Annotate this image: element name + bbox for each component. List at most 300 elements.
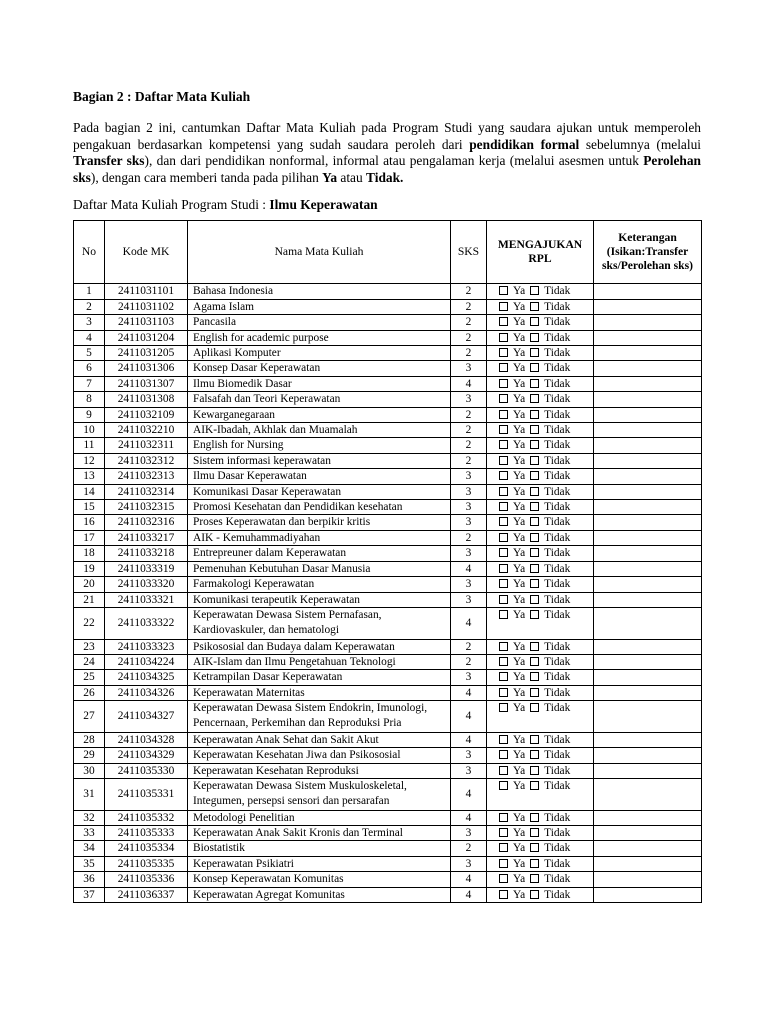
tidak-checkbox[interactable] — [530, 548, 539, 557]
ya-checkbox[interactable] — [499, 672, 508, 681]
ya-checkbox[interactable] — [499, 610, 508, 619]
cell-nama: Keperawatan Psikiatri — [188, 856, 451, 871]
cell-nama: Falsafah dan Teori Keperawatan — [188, 392, 451, 407]
ya-label: Ya — [513, 300, 526, 313]
tidak-label: Tidak — [544, 857, 571, 870]
ya-checkbox[interactable] — [499, 471, 508, 480]
ya-checkbox[interactable] — [499, 533, 508, 542]
cell-kode: 2411031307 — [105, 376, 188, 391]
cell-rpl — [487, 856, 594, 871]
cell-keterangan[interactable] — [594, 330, 702, 345]
cell-sks: 4 — [451, 701, 487, 733]
cell-keterangan[interactable] — [594, 407, 702, 422]
table-row — [74, 330, 702, 345]
tidak-label: Tidak — [544, 485, 571, 498]
cell-sks: 3 — [451, 748, 487, 763]
intro-text-5: atau — [337, 169, 367, 185]
cell-rpl — [487, 546, 594, 561]
cell-keterangan[interactable] — [594, 685, 702, 700]
cell-sks: 2 — [451, 330, 487, 345]
tidak-label: Tidak — [544, 640, 571, 653]
cell-kode: 2411031204 — [105, 330, 188, 345]
tidak-label: Tidak — [544, 347, 571, 359]
cell-keterangan[interactable] — [594, 639, 702, 654]
tidak-label: Tidak — [544, 749, 571, 762]
ya-checkbox[interactable] — [499, 766, 508, 775]
cell-nama: Keperawatan Dewasa Sistem Pernafasan, Kardiovaskuler, dan hematologi — [188, 607, 451, 639]
ya-label: Ya — [513, 686, 526, 699]
cell-no: 13 — [74, 469, 105, 484]
ya-checkbox[interactable] — [499, 333, 508, 342]
cell-no: 16 — [74, 515, 105, 530]
intro-text-3: ), dan dari pendidikan nonformal, informal atau pengalaman kerja (melalui asesmen untuk — [144, 153, 644, 169]
ya-checkbox[interactable] — [499, 579, 508, 588]
header-sks: SKS — [451, 221, 487, 284]
tidak-checkbox[interactable] — [530, 703, 539, 712]
tidak-checkbox[interactable] — [530, 333, 539, 342]
tidak-checkbox[interactable] — [530, 657, 539, 666]
cell-rpl — [487, 701, 594, 733]
tidak-checkbox[interactable] — [530, 595, 539, 604]
tidak-label: Tidak — [544, 655, 571, 668]
cell-sks: 2 — [451, 423, 487, 438]
ya-checkbox[interactable] — [499, 317, 508, 326]
cell-keterangan[interactable] — [594, 515, 702, 530]
tidak-checkbox[interactable] — [530, 750, 539, 759]
cell-nama: Sistem informasi keperawatan — [188, 453, 451, 468]
document-page — [73, 88, 701, 903]
cell-nama: Entrepreuner dalam Keperawatan — [188, 546, 451, 561]
cell-keterangan[interactable] — [594, 361, 702, 376]
cell-rpl — [487, 872, 594, 887]
table-row — [74, 407, 702, 422]
cell-kode: 2411033319 — [105, 561, 188, 576]
cell-sks: 4 — [451, 561, 487, 576]
cell-keterangan[interactable] — [594, 856, 702, 871]
ya-label: Ya — [513, 516, 526, 529]
ya-label: Ya — [513, 842, 526, 855]
ya-checkbox[interactable] — [499, 487, 508, 496]
ya-label: Ya — [513, 640, 526, 653]
tidak-checkbox[interactable] — [530, 302, 539, 311]
cell-kode: 2411033322 — [105, 607, 188, 639]
cell-no: 3 — [74, 315, 105, 330]
ya-checkbox[interactable] — [499, 286, 508, 295]
cell-keterangan[interactable] — [594, 701, 702, 733]
ya-checkbox[interactable] — [499, 564, 508, 573]
cell-nama: Keperawatan Agregat Komunitas — [188, 887, 451, 902]
ya-label: Ya — [513, 749, 526, 762]
tidak-checkbox[interactable] — [530, 874, 539, 883]
ya-label: Ya — [513, 826, 526, 839]
cell-no: 37 — [74, 887, 105, 902]
ya-checkbox[interactable] — [499, 703, 508, 712]
table-row — [74, 810, 702, 825]
tidak-checkbox[interactable] — [530, 533, 539, 542]
tidak-checkbox[interactable] — [530, 487, 539, 496]
tidak-checkbox[interactable] — [530, 348, 539, 357]
tidak-label: Tidak — [544, 888, 571, 901]
tidak-label: Tidak — [544, 501, 571, 514]
ya-checkbox[interactable] — [499, 735, 508, 744]
ya-label: Ya — [513, 408, 526, 421]
cell-keterangan[interactable] — [594, 284, 702, 299]
cell-sks: 3 — [451, 484, 487, 499]
ya-checkbox[interactable] — [499, 890, 508, 899]
cell-sks: 3 — [451, 515, 487, 530]
cell-keterangan[interactable] — [594, 763, 702, 778]
cell-no: 2 — [74, 299, 105, 314]
ya-label: Ya — [513, 331, 526, 344]
ya-checkbox[interactable] — [499, 828, 508, 837]
cell-no: 21 — [74, 592, 105, 607]
cell-sks: 2 — [451, 530, 487, 545]
ya-checkbox[interactable] — [499, 363, 508, 372]
tidak-checkbox[interactable] — [530, 394, 539, 403]
cell-kode: 2411034329 — [105, 748, 188, 763]
table-row — [74, 887, 702, 902]
tidak-checkbox[interactable] — [530, 363, 539, 372]
table-row — [74, 577, 702, 592]
table-row — [74, 469, 702, 484]
tidak-checkbox[interactable] — [530, 843, 539, 852]
cell-sks: 3 — [451, 469, 487, 484]
cell-keterangan[interactable] — [594, 530, 702, 545]
cell-no: 9 — [74, 407, 105, 422]
cell-nama: Psikososial dan Budaya dalam Keperawatan — [188, 639, 451, 654]
ya-checkbox[interactable] — [499, 657, 508, 666]
cell-keterangan[interactable] — [594, 592, 702, 607]
cell-kode: 2411035332 — [105, 810, 188, 825]
cell-rpl — [487, 530, 594, 545]
cell-sks: 2 — [451, 284, 487, 299]
cell-keterangan[interactable] — [594, 438, 702, 453]
cell-nama: AIK - Kemuhammadiyahan — [188, 530, 451, 545]
tidak-checkbox[interactable] — [530, 517, 539, 526]
cell-nama: Keperawatan Kesehatan Jiwa dan Psikososial — [188, 748, 451, 763]
cell-keterangan[interactable] — [594, 778, 702, 810]
course-table — [73, 220, 702, 903]
cell-keterangan[interactable] — [594, 392, 702, 407]
tidak-label: Tidak — [544, 285, 571, 298]
cell-kode: 2411034224 — [105, 654, 188, 669]
table-row — [74, 639, 702, 654]
tidak-checkbox[interactable] — [530, 379, 539, 388]
cell-rpl — [487, 607, 594, 639]
ya-checkbox[interactable] — [499, 548, 508, 557]
tidak-checkbox[interactable] — [530, 890, 539, 899]
ya-label: Ya — [513, 811, 526, 824]
tidak-checkbox[interactable] — [530, 813, 539, 822]
ya-checkbox[interactable] — [499, 642, 508, 651]
cell-nama: Ilmu Biomedik Dasar — [188, 376, 451, 391]
tidak-label: Tidak — [544, 764, 571, 777]
tidak-checkbox[interactable] — [530, 564, 539, 573]
ya-label: Ya — [513, 485, 526, 498]
tidak-label: Tidak — [544, 362, 571, 375]
tidak-checkbox[interactable] — [530, 735, 539, 744]
ya-label: Ya — [513, 671, 526, 684]
cell-no: 11 — [74, 438, 105, 453]
cell-no: 32 — [74, 810, 105, 825]
cell-no: 19 — [74, 561, 105, 576]
ya-label: Ya — [513, 888, 526, 901]
cell-no: 22 — [74, 607, 105, 639]
tidak-checkbox[interactable] — [530, 502, 539, 511]
ya-checkbox[interactable] — [499, 425, 508, 434]
tidak-label: Tidak — [544, 547, 571, 560]
ya-checkbox[interactable] — [499, 379, 508, 388]
ya-label: Ya — [513, 764, 526, 777]
cell-nama: Farmakologi Keperawatan — [188, 577, 451, 592]
ya-checkbox[interactable] — [499, 440, 508, 449]
tidak-label: Tidak — [544, 733, 571, 746]
tidak-checkbox[interactable] — [530, 859, 539, 868]
tidak-checkbox[interactable] — [530, 781, 539, 790]
tidak-checkbox[interactable] — [530, 610, 539, 619]
tidak-label: Tidak — [544, 377, 571, 390]
ya-label: Ya — [513, 347, 526, 359]
tidak-checkbox[interactable] — [530, 425, 539, 434]
cell-keterangan[interactable] — [594, 546, 702, 561]
cell-rpl — [487, 763, 594, 778]
tidak-checkbox[interactable] — [530, 828, 539, 837]
cell-keterangan[interactable] — [594, 484, 702, 499]
tidak-checkbox[interactable] — [530, 688, 539, 697]
ya-label: Ya — [513, 547, 526, 560]
ya-checkbox[interactable] — [499, 348, 508, 357]
intro-paragraph — [73, 120, 701, 186]
cell-nama: AIK-Islam dan Ilmu Pengetahuan Teknologi — [188, 654, 451, 669]
ya-checkbox[interactable] — [499, 859, 508, 868]
ya-checkbox[interactable] — [499, 456, 508, 465]
ya-checkbox[interactable] — [499, 781, 508, 790]
cell-rpl — [487, 315, 594, 330]
table-row — [74, 315, 702, 330]
ya-checkbox[interactable] — [499, 502, 508, 511]
cell-rpl — [487, 577, 594, 592]
cell-sks: 3 — [451, 392, 487, 407]
cell-kode: 2411032315 — [105, 500, 188, 515]
cell-keterangan[interactable] — [594, 299, 702, 314]
cell-sks: 4 — [451, 810, 487, 825]
program-line — [73, 196, 701, 214]
ya-checkbox[interactable] — [499, 302, 508, 311]
cell-rpl — [487, 407, 594, 422]
tidak-checkbox[interactable] — [530, 410, 539, 419]
intro-text-1: Pada bagian 2 ini, cantumkan Daftar Mata Kuliah pada Program Studi yang saudara ajukan untuk memperoleh pengakuan berdasarkan kompetensi yang sudah saudara peroleh dari — [73, 120, 701, 152]
tidak-label: Tidak — [544, 408, 571, 421]
cell-no: 20 — [74, 577, 105, 592]
ya-label: Ya — [513, 655, 526, 668]
ya-label: Ya — [513, 470, 526, 483]
ya-checkbox[interactable] — [499, 595, 508, 604]
tidak-label: Tidak — [544, 439, 571, 452]
cell-rpl — [487, 376, 594, 391]
table-row — [74, 423, 702, 438]
cell-keterangan[interactable] — [594, 887, 702, 902]
tidak-checkbox[interactable] — [530, 286, 539, 295]
cell-keterangan[interactable] — [594, 825, 702, 840]
cell-no: 10 — [74, 423, 105, 438]
tidak-checkbox[interactable] — [530, 672, 539, 681]
intro-bold-5: Tidak. — [366, 169, 404, 185]
intro-text-4: ), dengan cara memberi tanda pada pilihan — [90, 169, 323, 185]
cell-no: 12 — [74, 453, 105, 468]
tidak-checkbox[interactable] — [530, 579, 539, 588]
cell-nama: Keperawatan Anak Sehat dan Sakit Akut — [188, 732, 451, 747]
cell-rpl — [487, 561, 594, 576]
tidak-label: Tidak — [544, 531, 571, 544]
table-row — [74, 561, 702, 576]
cell-no: 35 — [74, 856, 105, 871]
cell-no: 36 — [74, 872, 105, 887]
cell-no: 30 — [74, 763, 105, 778]
intro-text-2: sebelumnya (melalui — [579, 136, 701, 152]
tidak-label: Tidak — [544, 779, 571, 792]
tidak-checkbox[interactable] — [530, 440, 539, 449]
ya-checkbox[interactable] — [499, 688, 508, 697]
cell-keterangan[interactable] — [594, 654, 702, 669]
ya-label: Ya — [513, 377, 526, 390]
table-header-row — [74, 221, 702, 284]
cell-no: 5 — [74, 346, 105, 361]
tidak-label: Tidak — [544, 562, 571, 575]
table-row — [74, 438, 702, 453]
header-no: No — [74, 221, 105, 284]
ya-label: Ya — [513, 454, 526, 467]
cell-kode: 2411035333 — [105, 825, 188, 840]
cell-keterangan[interactable] — [594, 732, 702, 747]
tidak-label: Tidak — [544, 671, 571, 684]
tidak-checkbox[interactable] — [530, 317, 539, 326]
cell-keterangan[interactable] — [594, 841, 702, 856]
cell-nama: Ilmu Dasar Keperawatan — [188, 469, 451, 484]
cell-kode: 2411033218 — [105, 546, 188, 561]
cell-no: 31 — [74, 778, 105, 810]
tidak-checkbox[interactable] — [530, 471, 539, 480]
cell-nama: Keperawatan Maternitas — [188, 685, 451, 700]
ya-label: Ya — [513, 857, 526, 870]
cell-nama: Pemenuhan Kebutuhan Dasar Manusia — [188, 561, 451, 576]
cell-rpl — [487, 515, 594, 530]
cell-kode: 2411034325 — [105, 670, 188, 685]
cell-keterangan[interactable] — [594, 872, 702, 887]
cell-sks: 4 — [451, 887, 487, 902]
cell-nama: Komunikasi Dasar Keperawatan — [188, 484, 451, 499]
ya-label: Ya — [513, 439, 526, 452]
cell-rpl — [487, 670, 594, 685]
ya-checkbox[interactable] — [499, 517, 508, 526]
table-row — [74, 685, 702, 700]
cell-nama: English for academic purpose — [188, 330, 451, 345]
cell-kode: 2411034328 — [105, 732, 188, 747]
cell-keterangan[interactable] — [594, 607, 702, 639]
cell-keterangan[interactable] — [594, 376, 702, 391]
tidak-label: Tidak — [544, 842, 571, 855]
cell-no: 33 — [74, 825, 105, 840]
cell-kode: 2411031205 — [105, 346, 188, 361]
cell-no: 17 — [74, 530, 105, 545]
header-rpl: MENGAJUKAN RPL — [487, 221, 594, 284]
ya-label: Ya — [513, 779, 526, 792]
tidak-checkbox[interactable] — [530, 766, 539, 775]
cell-keterangan[interactable] — [594, 453, 702, 468]
ya-checkbox[interactable] — [499, 843, 508, 852]
cell-kode: 2411036337 — [105, 887, 188, 902]
table-row — [74, 670, 702, 685]
cell-no: 26 — [74, 685, 105, 700]
tidak-checkbox[interactable] — [530, 642, 539, 651]
cell-sks: 4 — [451, 607, 487, 639]
cell-no: 29 — [74, 748, 105, 763]
tidak-label: Tidak — [544, 593, 571, 606]
ya-checkbox[interactable] — [499, 394, 508, 403]
ya-label: Ya — [513, 578, 526, 591]
table-row — [74, 484, 702, 499]
ya-label: Ya — [513, 531, 526, 544]
cell-nama: Proses Keperawatan dan berpikir kritis — [188, 515, 451, 530]
cell-rpl — [487, 825, 594, 840]
cell-keterangan[interactable] — [594, 670, 702, 685]
cell-keterangan[interactable] — [594, 748, 702, 763]
cell-nama: Keperawatan Kesehatan Reproduksi — [188, 763, 451, 778]
cell-sks: 2 — [451, 654, 487, 669]
cell-kode: 2411035335 — [105, 856, 188, 871]
table-row — [74, 872, 702, 887]
cell-no: 1 — [74, 284, 105, 299]
table-row — [74, 453, 702, 468]
tidak-checkbox[interactable] — [530, 456, 539, 465]
cell-keterangan[interactable] — [594, 346, 702, 361]
ya-label: Ya — [513, 285, 526, 298]
cell-keterangan[interactable] — [594, 469, 702, 484]
cell-rpl — [487, 469, 594, 484]
cell-kode: 2411031101 — [105, 284, 188, 299]
ya-checkbox[interactable] — [499, 750, 508, 759]
table-row — [74, 284, 702, 299]
cell-kode: 2411035331 — [105, 778, 188, 810]
cell-keterangan[interactable] — [594, 561, 702, 576]
cell-keterangan[interactable] — [594, 577, 702, 592]
cell-keterangan[interactable] — [594, 423, 702, 438]
cell-kode: 2411032314 — [105, 484, 188, 499]
cell-kode: 2411033320 — [105, 577, 188, 592]
table-row — [74, 392, 702, 407]
cell-kode: 2411034327 — [105, 701, 188, 733]
cell-keterangan[interactable] — [594, 810, 702, 825]
cell-kode: 2411031103 — [105, 315, 188, 330]
tidak-label: Tidak — [544, 470, 571, 483]
ya-checkbox[interactable] — [499, 874, 508, 883]
cell-keterangan[interactable] — [594, 500, 702, 515]
ya-checkbox[interactable] — [499, 410, 508, 419]
cell-rpl — [487, 361, 594, 376]
cell-nama: Konsep Keperawatan Komunitas — [188, 872, 451, 887]
ya-label: Ya — [513, 362, 526, 375]
cell-rpl — [487, 330, 594, 345]
cell-rpl — [487, 453, 594, 468]
table-row — [74, 841, 702, 856]
cell-kode: 2411032313 — [105, 469, 188, 484]
ya-checkbox[interactable] — [499, 813, 508, 822]
program-label: Daftar Mata Kuliah Program Studi : — [73, 197, 270, 213]
cell-keterangan[interactable] — [594, 315, 702, 330]
cell-no: 14 — [74, 484, 105, 499]
ya-label: Ya — [513, 733, 526, 746]
tidak-label: Tidak — [544, 578, 571, 591]
cell-nama: Keperawatan Dewasa Sistem Muskuloskeletal, Integumen, persepsi sensori dan persarafan — [188, 778, 451, 810]
